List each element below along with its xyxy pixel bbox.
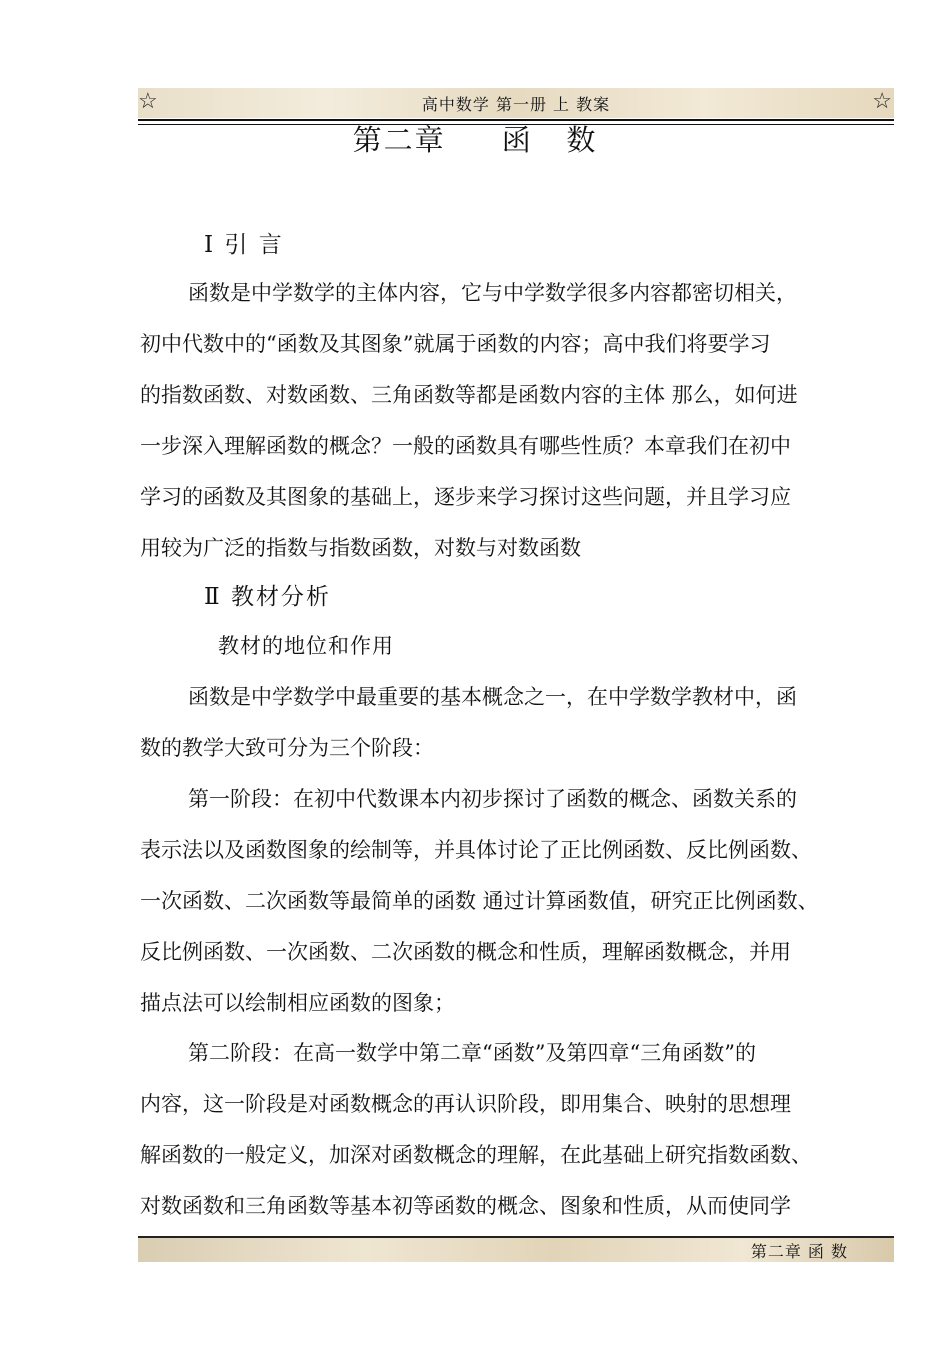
paragraph-stage-two (140, 1028, 882, 1232)
star-icon: ☆ (872, 89, 892, 114)
paragraph-overview (140, 672, 882, 774)
paragraph-line: 内容，这一阶段是对函数概念的再认识阶段，即用集合、映射的思想理 (140, 1092, 791, 1116)
paragraph-line: 学习的函数及其图象的基础上，逐步来学习探讨这些问题，并且学习应 (140, 485, 791, 509)
paragraph-line: 的指数函数、对数函数、三角函数等都是函数内容的主体 那么，如何进 (140, 383, 798, 407)
paragraph-line: 反比例函数、一次函数、二次函数的概念和性质，理解函数概念，并用 (140, 940, 791, 964)
footer-text: 第二章 函 数 (750, 1242, 848, 1261)
paragraph-intro (140, 268, 882, 574)
paragraph-stage-one (140, 774, 882, 1029)
paragraph-line: 描点法可以绘制相应函数的图象； (140, 991, 455, 1015)
paragraph-line: 解函数的一般定义，加深对函数概念的理解，在此基础上研究指数函数、 (140, 1143, 812, 1167)
section-heading-analysis: Ⅱ 教材分析 (204, 584, 331, 610)
paragraph-line: 函数是中学数学中最重要的基本概念之一，在中学数学教材中，函 (188, 685, 797, 709)
page-footer (138, 1236, 894, 1262)
paragraph-line: 对数函数和三角函数等基本初等函数的概念、图象和性质，从而使同学 (140, 1194, 791, 1218)
paragraph-line: 第二阶段：在高一数学中第二章“函数”及第四章“三角函数”的 (188, 1041, 756, 1065)
paragraph-line: 函数是中学数学的主体内容，它与中学数学很多内容都密切相关， (188, 281, 797, 305)
paragraph-line: 一次函数、二次函数等最简单的函数 通过计算函数值，研究正比例函数、 (140, 889, 819, 913)
paragraph-line: 一步深入理解函数的概念？一般的函数具有哪些性质？本章我们在初中 (140, 434, 791, 458)
chapter-title: 第二章 函 数 (352, 123, 598, 157)
paragraph-line: 表示法以及函数图象的绘制等，并具体讨论了正比例函数、反比例函数、 (140, 838, 812, 862)
footer-rule (138, 1236, 894, 1238)
page-header (138, 88, 894, 118)
star-icon: ☆ (138, 89, 158, 114)
paragraph-line: 用较为广泛的指数与指数函数，对数与对数函数 (140, 536, 581, 560)
header-text: 高中数学 第一册 上 教案 (421, 95, 611, 114)
paragraph-line: 第一阶段：在初中代数课本内初步探讨了函数的概念、函数关系的 (188, 787, 797, 811)
paragraph-line: 初中代数中的“函数及其图象”就属于函数的内容；高中我们将要学习 (140, 332, 771, 356)
section-heading-intro: Ⅰ 引 言 (204, 232, 284, 258)
sub-heading-role: 教材的地位和作用 (218, 634, 394, 658)
paragraph-line: 数的教学大致可分为三个阶段： (140, 736, 434, 760)
